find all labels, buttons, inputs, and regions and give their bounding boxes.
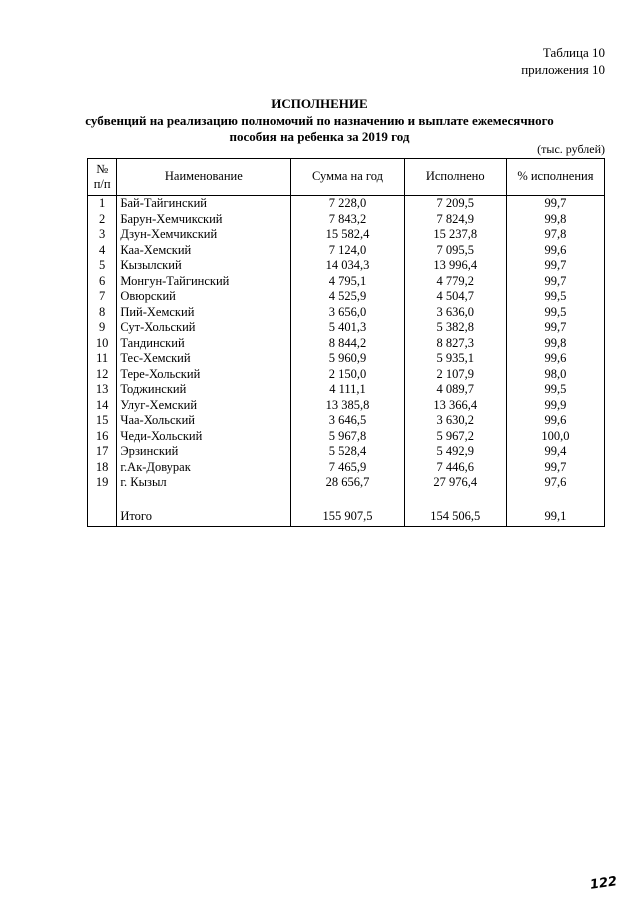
cell-name: Чеди-Хольский — [117, 429, 291, 445]
cell-num: 1 — [88, 196, 117, 212]
spacer-cell — [88, 491, 117, 509]
table-row — [88, 258, 605, 274]
cell-sum: 2 150,0 — [291, 367, 404, 383]
spacer-row — [88, 491, 605, 509]
total-cell-sum: 155 907,5 — [291, 509, 404, 527]
cell-name: Тере-Хольский — [117, 367, 291, 383]
cell-sum: 4 111,1 — [291, 382, 404, 398]
cell-done: 3 630,2 — [404, 413, 506, 429]
cell-num: 14 — [88, 398, 117, 414]
spacer-cell — [404, 491, 506, 509]
cell-name: Дзун-Хемчикский — [117, 227, 291, 243]
cell-pct: 99,6 — [506, 243, 604, 259]
cell-pct: 100,0 — [506, 429, 604, 445]
col-header-num — [88, 159, 117, 196]
page-number: 122 — [588, 874, 618, 893]
cell-pct: 99,8 — [506, 212, 604, 228]
report-subtitle-line1: субвенций на реализацию полномочий по назначению и выплате ежемесячного — [85, 113, 554, 128]
cell-sum: 7 843,2 — [291, 212, 404, 228]
cell-pct: 99,9 — [506, 398, 604, 414]
cell-name: Тандинский — [117, 336, 291, 352]
table-row — [88, 351, 605, 367]
cell-pct: 99,7 — [506, 258, 604, 274]
cell-name: Сут-Хольский — [117, 320, 291, 336]
cell-done: 13 366,4 — [404, 398, 506, 414]
cell-pct: 97,6 — [506, 475, 604, 491]
execution-table — [87, 158, 605, 527]
table-row — [88, 227, 605, 243]
cell-pct: 97,8 — [506, 227, 604, 243]
col-header-num-line2: п/п — [93, 177, 111, 191]
table-row — [88, 274, 605, 290]
table-row — [88, 475, 605, 491]
table-row — [88, 367, 605, 383]
cell-name: Улуг-Хемский — [117, 398, 291, 414]
cell-sum: 3 646,5 — [291, 413, 404, 429]
table-row — [88, 289, 605, 305]
cell-pct: 99,7 — [506, 460, 604, 476]
cell-name: Чаа-Хольский — [117, 413, 291, 429]
cell-done: 7 209,5 — [404, 196, 506, 212]
cell-name: Тоджинский — [117, 382, 291, 398]
table-row — [88, 212, 605, 228]
table-row — [88, 196, 605, 212]
cell-done: 4 779,2 — [404, 274, 506, 290]
cell-num: 6 — [88, 274, 117, 290]
cell-num: 10 — [88, 336, 117, 352]
cell-done: 5 967,2 — [404, 429, 506, 445]
cell-pct: 99,5 — [506, 382, 604, 398]
col-header-done: Исполнено — [404, 159, 506, 196]
cell-done: 5 382,8 — [404, 320, 506, 336]
cell-name: Кызылский — [117, 258, 291, 274]
cell-pct: 99,4 — [506, 444, 604, 460]
cell-name: Каа-Хемский — [117, 243, 291, 259]
total-cell-name: Итого — [117, 509, 291, 527]
cell-sum: 5 960,9 — [291, 351, 404, 367]
cell-num: 12 — [88, 367, 117, 383]
cell-done: 7 824,9 — [404, 212, 506, 228]
cell-num: 4 — [88, 243, 117, 259]
spacer-cell — [117, 491, 291, 509]
cell-sum: 7 228,0 — [291, 196, 404, 212]
col-header-sum: Сумма на год — [291, 159, 404, 196]
cell-done: 27 976,4 — [404, 475, 506, 491]
spacer-cell — [506, 491, 604, 509]
cell-sum: 5 528,4 — [291, 444, 404, 460]
units-label: (тыс. рублей) — [537, 142, 605, 156]
cell-done: 13 996,4 — [404, 258, 506, 274]
table-row — [88, 382, 605, 398]
col-header-num-line1: № — [96, 161, 109, 176]
table-row — [88, 460, 605, 476]
cell-done: 8 827,3 — [404, 336, 506, 352]
cell-num: 5 — [88, 258, 117, 274]
cell-done: 2 107,9 — [404, 367, 506, 383]
report-subtitle-line2: пособия на ребенка за 2019 год — [229, 129, 410, 144]
cell-done: 5 492,9 — [404, 444, 506, 460]
cell-done: 15 237,8 — [404, 227, 506, 243]
cell-done: 4 089,7 — [404, 382, 506, 398]
cell-name: Пий-Хемский — [117, 305, 291, 321]
cell-num: 15 — [88, 413, 117, 429]
appendix-reference: приложения 10 — [521, 62, 605, 77]
cell-done: 5 935,1 — [404, 351, 506, 367]
cell-name: Барун-Хемчикский — [117, 212, 291, 228]
cell-num: 11 — [88, 351, 117, 367]
table-row — [88, 320, 605, 336]
table-row — [88, 429, 605, 445]
cell-sum: 14 034,3 — [291, 258, 404, 274]
cell-num: 19 — [88, 475, 117, 491]
cell-num: 2 — [88, 212, 117, 228]
cell-name: Овюрский — [117, 289, 291, 305]
cell-sum: 8 844,2 — [291, 336, 404, 352]
cell-sum: 5 401,3 — [291, 320, 404, 336]
table-row — [88, 444, 605, 460]
cell-num: 18 — [88, 460, 117, 476]
cell-name: Бай-Тайгинский — [117, 196, 291, 212]
cell-sum: 5 967,8 — [291, 429, 404, 445]
cell-pct: 99,7 — [506, 320, 604, 336]
cell-pct: 99,6 — [506, 351, 604, 367]
cell-num: 7 — [88, 289, 117, 305]
cell-pct: 99,5 — [506, 305, 604, 321]
cell-pct: 99,7 — [506, 196, 604, 212]
cell-done: 3 636,0 — [404, 305, 506, 321]
table-body — [88, 196, 605, 527]
cell-name: г. Кызыл — [117, 475, 291, 491]
cell-num: 3 — [88, 227, 117, 243]
cell-pct: 99,7 — [506, 274, 604, 290]
cell-sum: 7 124,0 — [291, 243, 404, 259]
cell-sum: 3 656,0 — [291, 305, 404, 321]
cell-sum: 28 656,7 — [291, 475, 404, 491]
table-row — [88, 413, 605, 429]
spacer-cell — [291, 491, 404, 509]
cell-pct: 99,6 — [506, 413, 604, 429]
table-row — [88, 243, 605, 259]
total-cell-done: 154 506,5 — [404, 509, 506, 527]
cell-name: г.Ак-Довурак — [117, 460, 291, 476]
table-reference: Таблица 10 — [542, 45, 605, 60]
col-header-pct: % исполнения — [506, 159, 604, 196]
cell-num: 9 — [88, 320, 117, 336]
cell-sum: 7 465,9 — [291, 460, 404, 476]
cell-done: 7 095,5 — [404, 243, 506, 259]
cell-sum: 15 582,4 — [291, 227, 404, 243]
cell-pct: 99,8 — [506, 336, 604, 352]
cell-name: Эрзинский — [117, 444, 291, 460]
cell-num: 16 — [88, 429, 117, 445]
cell-pct: 99,5 — [506, 289, 604, 305]
cell-sum: 4 795,1 — [291, 274, 404, 290]
col-header-name: Наименование — [117, 159, 291, 196]
table-row — [88, 336, 605, 352]
cell-sum: 4 525,9 — [291, 289, 404, 305]
cell-num: 17 — [88, 444, 117, 460]
cell-num: 13 — [88, 382, 117, 398]
cell-done: 4 504,7 — [404, 289, 506, 305]
total-cell-num — [88, 509, 117, 527]
report-title: ИСПОЛНЕНИЕ — [271, 96, 368, 111]
table-header-row — [88, 159, 605, 196]
total-row — [88, 509, 605, 527]
cell-name: Тес-Хемский — [117, 351, 291, 367]
cell-done: 7 446,6 — [404, 460, 506, 476]
cell-sum: 13 385,8 — [291, 398, 404, 414]
cell-num: 8 — [88, 305, 117, 321]
table-row — [88, 305, 605, 321]
cell-pct: 98,0 — [506, 367, 604, 383]
total-cell-pct: 99,1 — [506, 509, 604, 527]
table-row — [88, 398, 605, 414]
cell-name: Монгун-Тайгинский — [117, 274, 291, 290]
